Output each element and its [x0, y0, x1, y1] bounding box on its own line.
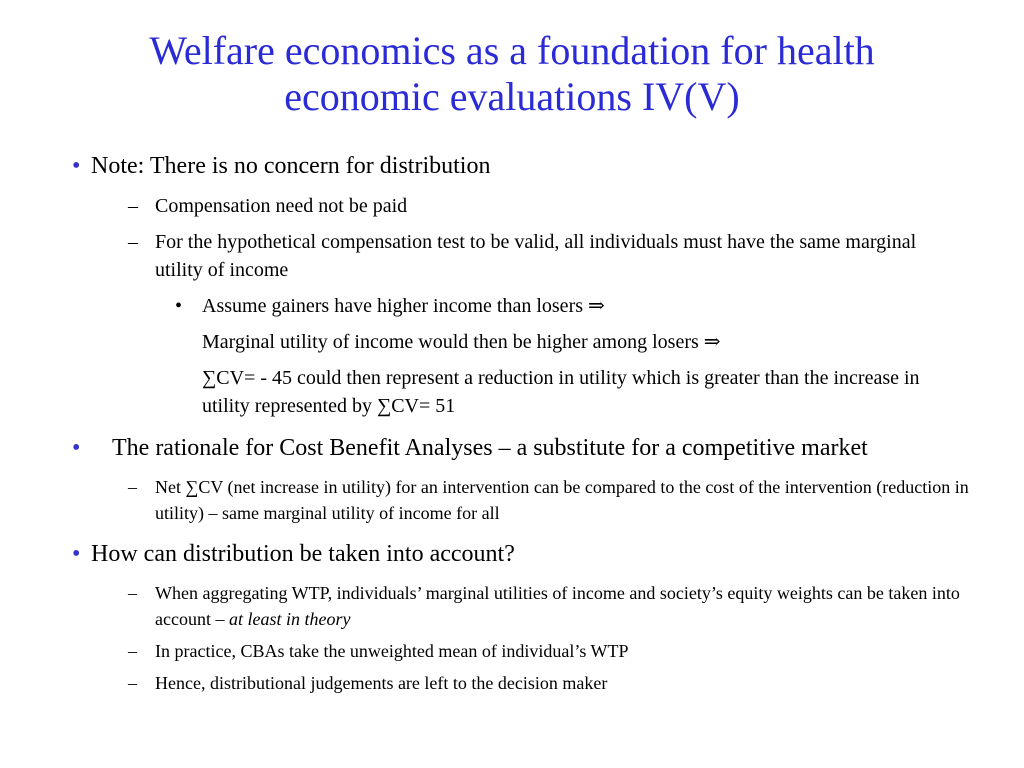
dash-marker: –: [128, 477, 137, 497]
dash-net-cv: [128, 474, 985, 526]
slide-title-line-1: Welfare economics as a foundation for health: [149, 28, 875, 73]
subbullet-marginal-utility-losers: [202, 328, 942, 356]
dash-cbas-unweighted-mean: [128, 638, 985, 664]
bullet-marker: •: [72, 153, 81, 179]
slide-title-line-2: economic evaluations IV(V): [284, 74, 740, 119]
subbullet-text: Marginal utility of income would then be higher among losers ⇒: [202, 331, 721, 353]
bullet-no-concern-distribution: [72, 150, 971, 182]
dash-text: Net ∑CV (net increase in utility) for an intervention can be compared to the cost of the intervention (reduction in utility) – same marginal utility of income for all: [155, 477, 969, 523]
bullet-text: Note: There is no concern for distribution: [91, 153, 491, 179]
bullet-text: How can distribution be taken into account?: [91, 541, 515, 567]
dash-compensation-not-paid: [128, 192, 965, 220]
bullet-rationale-cba: [72, 432, 972, 464]
subbullet-text: ∑CV= - 45 could then represent a reduction in utility which is greater than the increase in utility represented by ∑CV= 51: [202, 367, 920, 417]
dash-marker: –: [128, 673, 137, 693]
slide-body: [0, 150, 1024, 696]
subbullet-text: Assume gainers have higher income than losers ⇒: [202, 295, 605, 317]
bullet-marker: •: [72, 435, 81, 461]
dash-aggregating-wtp: [128, 580, 985, 632]
dash-text: Hence, distributional judgements are left to the decision maker: [155, 673, 608, 693]
dash-text: [155, 580, 985, 632]
subbullet-gainers-higher-income: [175, 292, 962, 320]
dash-marker: –: [128, 231, 138, 253]
bullet-distribution-account: [72, 538, 971, 570]
dash-marker: –: [128, 641, 137, 661]
dash-marker: –: [128, 583, 137, 603]
bullet-marker: •: [72, 541, 81, 567]
dash-marker: –: [128, 195, 138, 217]
dash-text: For the hypothetical compensation test to be valid, all individuals must have the same marginal utility of income: [155, 231, 917, 281]
dash-text: Compensation need not be paid: [155, 195, 408, 217]
dash-text-italic: at least in theory: [228, 609, 351, 629]
dash-decision-maker: [128, 670, 985, 696]
dash-hypothetical-compensation-test: [128, 228, 967, 284]
bullet-text: The rationale for Cost Benefit Analyses – a substitute for a competitive market: [112, 435, 868, 461]
dash-text: In practice, CBAs take the unweighted mean of individual’s WTP: [155, 641, 629, 661]
dash-text-main: When aggregating WTP, individuals’ marginal utilities of income and society’s equity weights can be taken into account –: [155, 583, 960, 629]
bullet-marker: •: [175, 295, 183, 317]
slide-title: [40, 28, 984, 120]
subbullet-cv-comparison: [202, 364, 942, 420]
